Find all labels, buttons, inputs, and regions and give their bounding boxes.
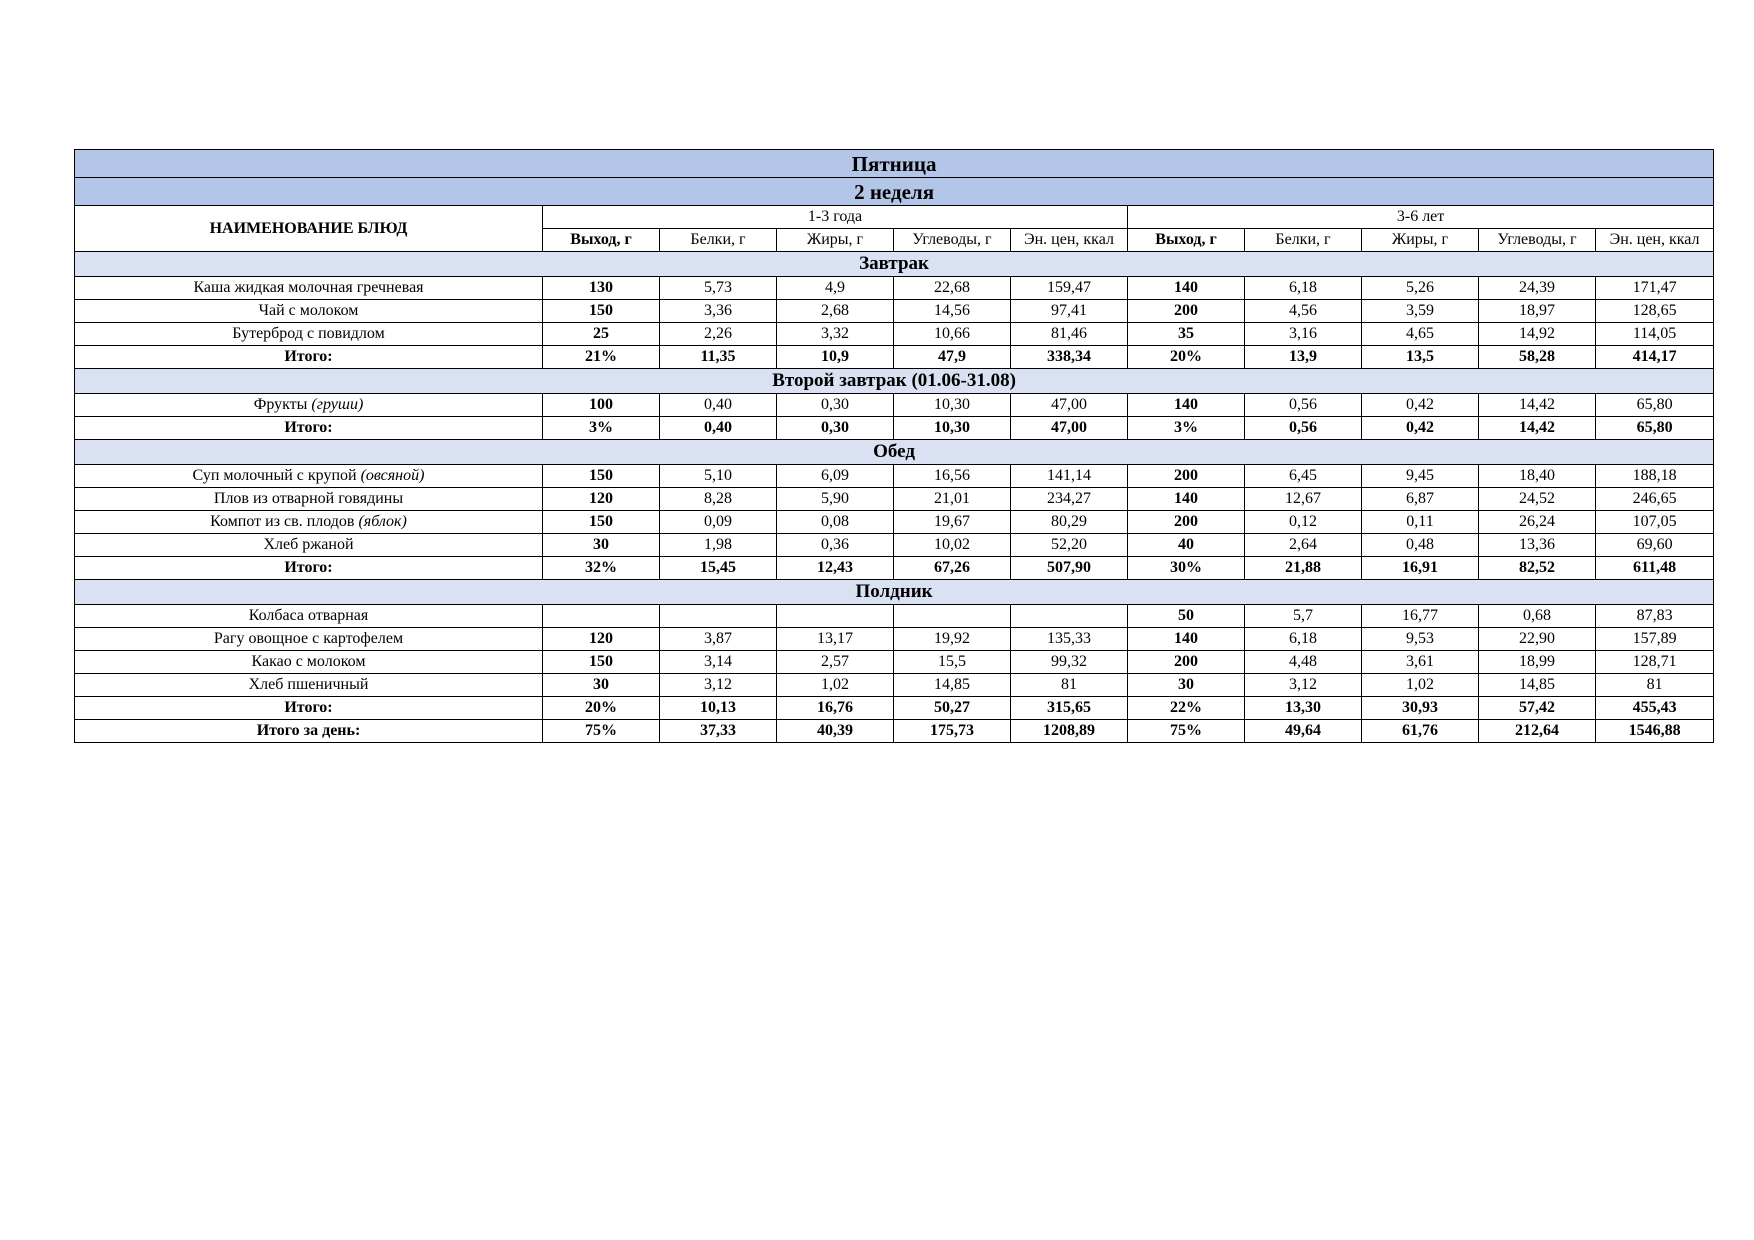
dish-name-cell bbox=[75, 651, 543, 674]
col-header-carbs: Углеводы, г bbox=[894, 229, 1011, 252]
dish-name-cell bbox=[75, 628, 543, 651]
dish-name: Колбаса отварная bbox=[248, 607, 369, 624]
dish-energy-b-value: 114,05 bbox=[1596, 323, 1714, 346]
day-total-protein-b-value: 49,64 bbox=[1245, 720, 1362, 743]
dish-energy-a-value: 81 bbox=[1011, 674, 1128, 697]
dish-carbs-b-value: 18,99 bbox=[1479, 651, 1596, 674]
dish-fat-b-value: 0,48 bbox=[1362, 534, 1479, 557]
dish-yield-a-value: 150 bbox=[543, 465, 660, 488]
dish-row bbox=[75, 674, 1714, 697]
dish-name-cell bbox=[75, 605, 543, 628]
dish-name-cell bbox=[75, 277, 543, 300]
dish-name-cell bbox=[75, 394, 543, 417]
dish-yield-b-value: 200 bbox=[1128, 511, 1245, 534]
dish-name-cell bbox=[75, 511, 543, 534]
total-fat-b-value: 30,93 bbox=[1362, 697, 1479, 720]
dish-protein-b-value: 5,7 bbox=[1245, 605, 1362, 628]
total-protein-a-value: 0,40 bbox=[660, 417, 777, 440]
dish-name-cell bbox=[75, 323, 543, 346]
dish-protein-a-value: 3,87 bbox=[660, 628, 777, 651]
week-title: 2 неделя bbox=[75, 178, 1714, 206]
dish-energy-b-value: 188,18 bbox=[1596, 465, 1714, 488]
total-carbs-a-value: 10,30 bbox=[894, 417, 1011, 440]
dish-carbs-b-value: 24,52 bbox=[1479, 488, 1596, 511]
section-title: Завтрак bbox=[75, 252, 1714, 277]
col-header-fat: Жиры, г bbox=[777, 229, 894, 252]
total-yield-b-value: 22% bbox=[1128, 697, 1245, 720]
day-total-carbs-a-value: 175,73 bbox=[894, 720, 1011, 743]
dish-yield-a-value: 30 bbox=[543, 534, 660, 557]
dish-row bbox=[75, 534, 1714, 557]
day-total-yield-b-value: 75% bbox=[1128, 720, 1245, 743]
section-title: Второй завтрак (01.06-31.08) bbox=[75, 369, 1714, 394]
dish-fat-a-value: 2,57 bbox=[777, 651, 894, 674]
day-total-carbs-b-value: 212,64 bbox=[1479, 720, 1596, 743]
dish-yield-a-value: 25 bbox=[543, 323, 660, 346]
dish-yield-b-value: 200 bbox=[1128, 465, 1245, 488]
dish-carbs-b-value: 14,85 bbox=[1479, 674, 1596, 697]
total-yield-a-value: 21% bbox=[543, 346, 660, 369]
dish-row bbox=[75, 465, 1714, 488]
total-energy-a-value: 47,00 bbox=[1011, 417, 1128, 440]
dish-protein-a-value: 8,28 bbox=[660, 488, 777, 511]
total-energy-b-value: 455,43 bbox=[1596, 697, 1714, 720]
dish-protein-a-value bbox=[660, 605, 777, 628]
dish-protein-a-value: 3,12 bbox=[660, 674, 777, 697]
day-total-label: Итого за день: bbox=[75, 720, 543, 743]
dish-note: (груши) bbox=[311, 396, 364, 413]
dish-protein-a-value: 1,98 bbox=[660, 534, 777, 557]
dish-name-cell bbox=[75, 488, 543, 511]
total-carbs-a-value: 47,9 bbox=[894, 346, 1011, 369]
dish-yield-b-value: 140 bbox=[1128, 628, 1245, 651]
dish-carbs-b-value: 22,90 bbox=[1479, 628, 1596, 651]
dish-name: Чай с молоком bbox=[258, 302, 359, 319]
total-yield-a-value: 32% bbox=[543, 557, 660, 580]
dish-energy-b-value: 65,80 bbox=[1596, 394, 1714, 417]
dish-protein-b-value: 6,18 bbox=[1245, 277, 1362, 300]
dish-row bbox=[75, 394, 1714, 417]
total-fat-b-value: 16,91 bbox=[1362, 557, 1479, 580]
dish-energy-b-value: 107,05 bbox=[1596, 511, 1714, 534]
section-total-label: Итого: bbox=[75, 697, 543, 720]
col-header-protein: Белки, г bbox=[660, 229, 777, 252]
dish-protein-b-value: 0,12 bbox=[1245, 511, 1362, 534]
dish-yield-a-value: 120 bbox=[543, 628, 660, 651]
dish-carbs-a-value: 14,85 bbox=[894, 674, 1011, 697]
dish-row bbox=[75, 651, 1714, 674]
col-header-carbs: Углеводы, г bbox=[1479, 229, 1596, 252]
dish-protein-b-value: 3,16 bbox=[1245, 323, 1362, 346]
dish-carbs-a-value: 21,01 bbox=[894, 488, 1011, 511]
total-carbs-a-value: 67,26 bbox=[894, 557, 1011, 580]
dish-yield-a-value: 150 bbox=[543, 511, 660, 534]
total-yield-b-value: 20% bbox=[1128, 346, 1245, 369]
dish-protein-a-value: 5,10 bbox=[660, 465, 777, 488]
dish-fat-a-value: 0,08 bbox=[777, 511, 894, 534]
section-header-row bbox=[75, 252, 1714, 277]
dish-carbs-a-value bbox=[894, 605, 1011, 628]
total-yield-b-value: 30% bbox=[1128, 557, 1245, 580]
dish-carbs-b-value: 13,36 bbox=[1479, 534, 1596, 557]
dish-name: Компот из св. плодов bbox=[210, 513, 359, 530]
dish-protein-b-value: 4,56 bbox=[1245, 300, 1362, 323]
col-header-protein: Белки, г bbox=[1245, 229, 1362, 252]
dish-energy-b-value: 69,60 bbox=[1596, 534, 1714, 557]
age-group-header-row bbox=[75, 206, 1714, 229]
dish-fat-b-value: 0,42 bbox=[1362, 394, 1479, 417]
section-total-label: Итого: bbox=[75, 417, 543, 440]
dish-energy-b-value: 128,65 bbox=[1596, 300, 1714, 323]
dish-protein-b-value: 2,64 bbox=[1245, 534, 1362, 557]
dish-fat-a-value: 6,09 bbox=[777, 465, 894, 488]
week-title-row bbox=[75, 178, 1714, 206]
dish-carbs-b-value: 26,24 bbox=[1479, 511, 1596, 534]
dish-fat-a-value: 3,32 bbox=[777, 323, 894, 346]
dish-name: Каша жидкая молочная гречневая bbox=[193, 279, 424, 296]
dish-carbs-b-value: 14,92 bbox=[1479, 323, 1596, 346]
dish-protein-b-value: 3,12 bbox=[1245, 674, 1362, 697]
dish-fat-b-value: 3,59 bbox=[1362, 300, 1479, 323]
dish-name: Хлеб ржаной bbox=[263, 536, 354, 553]
dish-yield-a-value bbox=[543, 605, 660, 628]
dish-carbs-a-value: 16,56 bbox=[894, 465, 1011, 488]
total-energy-a-value: 507,90 bbox=[1011, 557, 1128, 580]
dish-yield-b-value: 200 bbox=[1128, 651, 1245, 674]
section-total-label: Итого: bbox=[75, 557, 543, 580]
total-protein-b-value: 13,9 bbox=[1245, 346, 1362, 369]
dish-fat-b-value: 9,53 bbox=[1362, 628, 1479, 651]
col-header-energy: Эн. цен, ккал bbox=[1596, 229, 1714, 252]
total-fat-a-value: 12,43 bbox=[777, 557, 894, 580]
section-total-label: Итого: bbox=[75, 346, 543, 369]
dish-carbs-a-value: 10,02 bbox=[894, 534, 1011, 557]
col-header-yield: Выход, г bbox=[543, 229, 660, 252]
dish-fat-b-value: 3,61 bbox=[1362, 651, 1479, 674]
dish-name-cell bbox=[75, 674, 543, 697]
dish-carbs-a-value: 19,92 bbox=[894, 628, 1011, 651]
dish-carbs-a-value: 10,30 bbox=[894, 394, 1011, 417]
dish-energy-a-value: 80,29 bbox=[1011, 511, 1128, 534]
section-total-row bbox=[75, 346, 1714, 369]
dish-name: Рагу овощное с картофелем bbox=[213, 630, 404, 647]
dish-carbs-a-value: 14,56 bbox=[894, 300, 1011, 323]
dish-name: Бутерброд с повидлом bbox=[232, 325, 385, 342]
dish-energy-b-value: 171,47 bbox=[1596, 277, 1714, 300]
dish-energy-a-value: 141,14 bbox=[1011, 465, 1128, 488]
dish-energy-a-value: 81,46 bbox=[1011, 323, 1128, 346]
dish-yield-b-value: 30 bbox=[1128, 674, 1245, 697]
total-carbs-b-value: 82,52 bbox=[1479, 557, 1596, 580]
dish-fat-b-value: 0,11 bbox=[1362, 511, 1479, 534]
dish-protein-b-value: 0,56 bbox=[1245, 394, 1362, 417]
total-energy-b-value: 611,48 bbox=[1596, 557, 1714, 580]
section-total-row bbox=[75, 557, 1714, 580]
dish-protein-a-value: 2,26 bbox=[660, 323, 777, 346]
age-group-3-6: 3-6 лет bbox=[1128, 206, 1714, 229]
dish-yield-a-value: 130 bbox=[543, 277, 660, 300]
dish-carbs-b-value: 18,97 bbox=[1479, 300, 1596, 323]
dish-fat-a-value: 5,90 bbox=[777, 488, 894, 511]
dish-protein-b-value: 4,48 bbox=[1245, 651, 1362, 674]
dish-energy-a-value: 135,33 bbox=[1011, 628, 1128, 651]
section-title: Полдник bbox=[75, 580, 1714, 605]
dish-yield-b-value: 140 bbox=[1128, 394, 1245, 417]
dish-fat-b-value: 16,77 bbox=[1362, 605, 1479, 628]
dish-row bbox=[75, 628, 1714, 651]
total-carbs-a-value: 50,27 bbox=[894, 697, 1011, 720]
dish-energy-a-value: 159,47 bbox=[1011, 277, 1128, 300]
day-title: Пятница bbox=[75, 150, 1714, 178]
total-yield-a-value: 3% bbox=[543, 417, 660, 440]
dish-name: Какао с молоком bbox=[251, 653, 366, 670]
col-header-energy: Эн. цен, ккал bbox=[1011, 229, 1128, 252]
dish-yield-a-value: 150 bbox=[543, 651, 660, 674]
dish-protein-a-value: 0,09 bbox=[660, 511, 777, 534]
day-total-yield-a-value: 75% bbox=[543, 720, 660, 743]
dish-yield-b-value: 140 bbox=[1128, 277, 1245, 300]
dish-name: Суп молочный с крупой bbox=[192, 467, 361, 484]
dish-name: Плов из отварной говядины bbox=[213, 490, 404, 507]
dish-row bbox=[75, 300, 1714, 323]
total-carbs-b-value: 58,28 bbox=[1479, 346, 1596, 369]
dish-fat-b-value: 4,65 bbox=[1362, 323, 1479, 346]
total-energy-b-value: 414,17 bbox=[1596, 346, 1714, 369]
section-total-row bbox=[75, 697, 1714, 720]
dish-energy-a-value: 234,27 bbox=[1011, 488, 1128, 511]
dish-carbs-a-value: 10,66 bbox=[894, 323, 1011, 346]
total-protein-b-value: 0,56 bbox=[1245, 417, 1362, 440]
dish-energy-a-value: 52,20 bbox=[1011, 534, 1128, 557]
dish-carbs-b-value: 14,42 bbox=[1479, 394, 1596, 417]
section-header-row bbox=[75, 580, 1714, 605]
dish-energy-b-value: 81 bbox=[1596, 674, 1714, 697]
dish-energy-b-value: 128,71 bbox=[1596, 651, 1714, 674]
dish-energy-a-value: 47,00 bbox=[1011, 394, 1128, 417]
dish-fat-b-value: 1,02 bbox=[1362, 674, 1479, 697]
dish-name-cell bbox=[75, 300, 543, 323]
age-group-1-3: 1-3 года bbox=[543, 206, 1128, 229]
dish-energy-b-value: 87,83 bbox=[1596, 605, 1714, 628]
dish-yield-a-value: 150 bbox=[543, 300, 660, 323]
dish-protein-a-value: 3,14 bbox=[660, 651, 777, 674]
total-yield-b-value: 3% bbox=[1128, 417, 1245, 440]
dish-carbs-b-value: 0,68 bbox=[1479, 605, 1596, 628]
total-protein-a-value: 15,45 bbox=[660, 557, 777, 580]
total-protein-a-value: 10,13 bbox=[660, 697, 777, 720]
section-header-row bbox=[75, 369, 1714, 394]
dish-name: Фрукты bbox=[253, 396, 312, 413]
total-carbs-b-value: 57,42 bbox=[1479, 697, 1596, 720]
total-carbs-b-value: 14,42 bbox=[1479, 417, 1596, 440]
total-fat-a-value: 16,76 bbox=[777, 697, 894, 720]
section-header-row bbox=[75, 440, 1714, 465]
total-energy-a-value: 338,34 bbox=[1011, 346, 1128, 369]
total-fat-a-value: 10,9 bbox=[777, 346, 894, 369]
dish-protein-b-value: 6,18 bbox=[1245, 628, 1362, 651]
dish-carbs-b-value: 24,39 bbox=[1479, 277, 1596, 300]
dish-name-cell bbox=[75, 465, 543, 488]
day-total-energy-b-value: 1546,88 bbox=[1596, 720, 1714, 743]
dish-fat-a-value: 2,68 bbox=[777, 300, 894, 323]
dish-fat-a-value: 4,9 bbox=[777, 277, 894, 300]
dish-fat-a-value: 0,36 bbox=[777, 534, 894, 557]
section-title: Обед bbox=[75, 440, 1714, 465]
dish-fat-a-value: 13,17 bbox=[777, 628, 894, 651]
total-fat-b-value: 13,5 bbox=[1362, 346, 1479, 369]
day-title-row bbox=[75, 150, 1714, 178]
day-total-protein-a-value: 37,33 bbox=[660, 720, 777, 743]
dish-yield-b-value: 200 bbox=[1128, 300, 1245, 323]
total-protein-b-value: 13,30 bbox=[1245, 697, 1362, 720]
dish-fat-a-value: 1,02 bbox=[777, 674, 894, 697]
total-fat-b-value: 0,42 bbox=[1362, 417, 1479, 440]
day-total-fat-a-value: 40,39 bbox=[777, 720, 894, 743]
total-fat-a-value: 0,30 bbox=[777, 417, 894, 440]
total-energy-b-value: 65,80 bbox=[1596, 417, 1714, 440]
menu-table-body bbox=[75, 150, 1714, 743]
dish-energy-a-value: 97,41 bbox=[1011, 300, 1128, 323]
col-header-fat: Жиры, г bbox=[1362, 229, 1479, 252]
dish-yield-a-value: 120 bbox=[543, 488, 660, 511]
dish-yield-b-value: 140 bbox=[1128, 488, 1245, 511]
dish-protein-a-value: 0,40 bbox=[660, 394, 777, 417]
menu-table bbox=[74, 149, 1714, 743]
dish-row bbox=[75, 511, 1714, 534]
dish-name: Хлеб пшеничный bbox=[248, 676, 369, 693]
dish-yield-a-value: 100 bbox=[543, 394, 660, 417]
dish-name-header: НАИМЕНОВАНИЕ БЛЮД bbox=[75, 206, 543, 252]
day-total-row bbox=[75, 720, 1714, 743]
dish-note: (овсяной) bbox=[360, 467, 425, 484]
dish-energy-a-value bbox=[1011, 605, 1128, 628]
dish-protein-b-value: 12,67 bbox=[1245, 488, 1362, 511]
day-total-energy-a-value: 1208,89 bbox=[1011, 720, 1128, 743]
dish-carbs-b-value: 18,40 bbox=[1479, 465, 1596, 488]
col-header-yield: Выход, г bbox=[1128, 229, 1245, 252]
total-protein-a-value: 11,35 bbox=[660, 346, 777, 369]
dish-carbs-a-value: 22,68 bbox=[894, 277, 1011, 300]
total-protein-b-value: 21,88 bbox=[1245, 557, 1362, 580]
dish-carbs-a-value: 15,5 bbox=[894, 651, 1011, 674]
dish-note: (яблок) bbox=[358, 513, 407, 530]
dish-yield-b-value: 35 bbox=[1128, 323, 1245, 346]
dish-fat-a-value bbox=[777, 605, 894, 628]
dish-row bbox=[75, 488, 1714, 511]
total-energy-a-value: 315,65 bbox=[1011, 697, 1128, 720]
section-total-row bbox=[75, 417, 1714, 440]
dish-carbs-a-value: 19,67 bbox=[894, 511, 1011, 534]
dish-fat-b-value: 9,45 bbox=[1362, 465, 1479, 488]
dish-row bbox=[75, 323, 1714, 346]
dish-protein-b-value: 6,45 bbox=[1245, 465, 1362, 488]
dish-name-cell bbox=[75, 534, 543, 557]
dish-fat-b-value: 5,26 bbox=[1362, 277, 1479, 300]
dish-fat-b-value: 6,87 bbox=[1362, 488, 1479, 511]
dish-yield-a-value: 30 bbox=[543, 674, 660, 697]
dish-protein-a-value: 3,36 bbox=[660, 300, 777, 323]
dish-energy-a-value: 99,32 bbox=[1011, 651, 1128, 674]
dish-yield-b-value: 40 bbox=[1128, 534, 1245, 557]
dish-energy-b-value: 246,65 bbox=[1596, 488, 1714, 511]
day-total-fat-b-value: 61,76 bbox=[1362, 720, 1479, 743]
dish-fat-a-value: 0,30 bbox=[777, 394, 894, 417]
dish-energy-b-value: 157,89 bbox=[1596, 628, 1714, 651]
dish-row bbox=[75, 277, 1714, 300]
total-yield-a-value: 20% bbox=[543, 697, 660, 720]
dish-protein-a-value: 5,73 bbox=[660, 277, 777, 300]
dish-row bbox=[75, 605, 1714, 628]
dish-yield-b-value: 50 bbox=[1128, 605, 1245, 628]
